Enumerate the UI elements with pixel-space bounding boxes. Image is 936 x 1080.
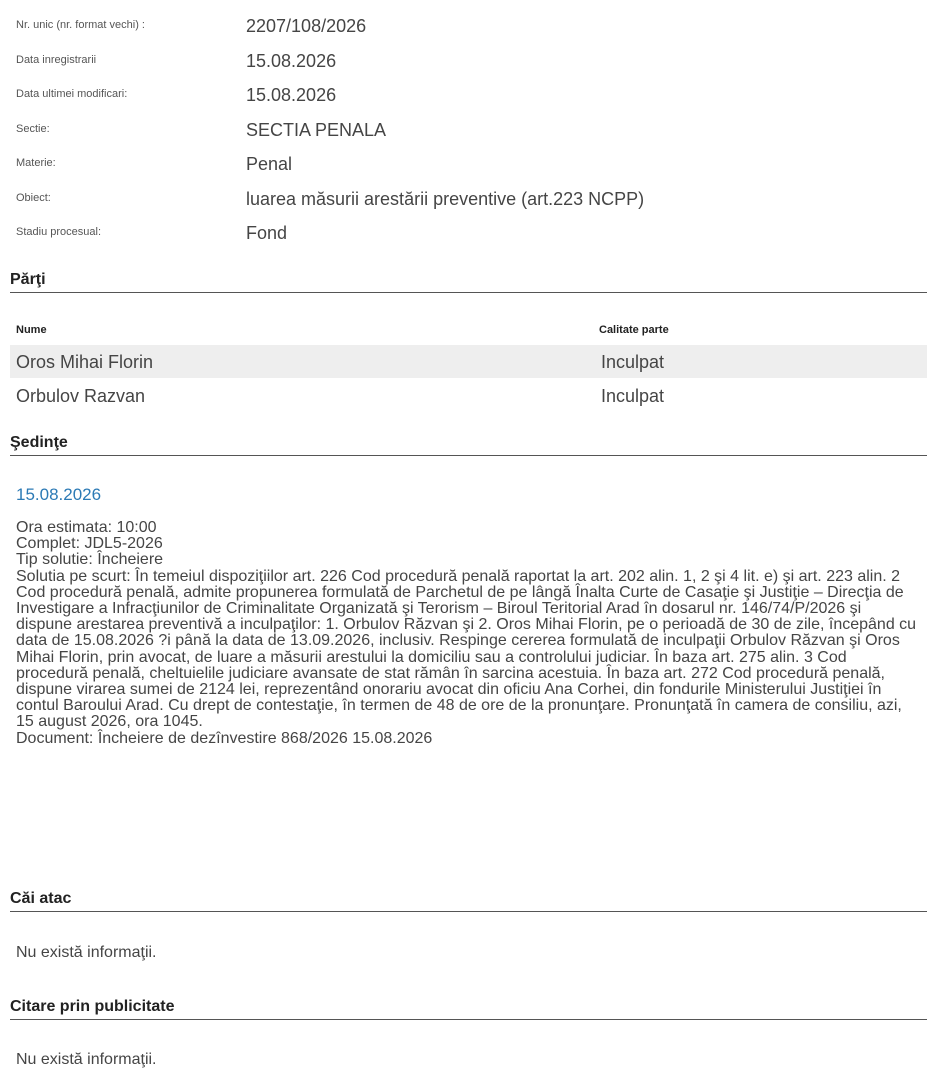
- section-title-parti: Părţi: [10, 271, 927, 293]
- solutie-pe-scurt: Solutia pe scurt: În temeiul dispoziţiilor art. 226 Cod procedură penală raportat la art. 202 alin. 1, 2 şi 4 lit. e) şi art. 223 alin. 2 Cod procedură penală, admite propunerea formulată de Parchetul de pe lângă Înalta Curte de Casaţie şi Justiţie – Direcţia de Investigare a Infracţiunilor de Criminalitate Organizată şi Terorism – Biroul Teritorial Arad în dosarul nr. 146/74/P/2026 şi dispune arestarea preventivă a inculpaţilor: 1. Orbulov Răzvan şi 2. Oros Mihai Florin, pe o perioadă de 30 de zile, începând cu data de 15.08.2026 ?i până la data de 13.09.2026, inclusiv. Respinge cererea formulată de inculpaţii Orbulov Răzvan şi Oros Mihai Florin, prin avocat, de luare a măsurii arestului la domiciliu sau a controlului judiciar. În baza art. 275 alin. 3 Cod procedură penală, cheltuielile judiciare avansate de stat rămân în sarcina acestuia. În baza art. 272 Cod procedură penală, dispune virarea sumei de 2124 lei, reprezentând onorariu avocat din oficiu Ana Corhei, din fondurile Ministerului Justiţiei în contul Baroului Arad. Cu drept de contestaţie, în termen de 48 de ore de la pronunţare. Pronunţată în camera de consiliu, azi, 15 august 2026, ora 1045.: [16, 567, 917, 731]
- info-value: luarea măsurii arestării preventive (art.223 NCPP): [246, 188, 645, 209]
- info-value: Fond: [246, 223, 288, 243]
- info-label: Data inregistrarii: [16, 53, 97, 66]
- sedinta-details: [16, 520, 921, 747]
- party-role: Inculpat: [601, 352, 665, 372]
- cai-atac-no-info: Nu există informaţii.: [16, 944, 157, 961]
- section-title-cai-atac: Căi atac: [10, 890, 927, 912]
- table-row: [10, 345, 927, 378]
- sedinta-date-link[interactable]: 15.08.2026: [16, 485, 102, 504]
- document-info: Document: Încheiere de dezînvestire 868/2026 15.08.2026: [16, 729, 433, 747]
- info-row-stadiu-procesual: [16, 223, 916, 258]
- case-info-table: [16, 16, 916, 258]
- info-label: Nr. unic (nr. format vechi) :: [16, 19, 145, 31]
- info-row-materie: [16, 154, 916, 189]
- info-row-nr-unic: [16, 16, 916, 51]
- party-role: Inculpat: [601, 386, 665, 406]
- info-value: 2207/108/2026: [246, 16, 367, 36]
- info-label: Data ultimei modificari:: [16, 88, 128, 100]
- section-title-citare: Citare prin publicitate: [10, 998, 927, 1020]
- info-row-obiect: [16, 189, 916, 224]
- citare-no-info: Nu există informaţii.: [16, 1051, 157, 1068]
- info-row-sectie: [16, 120, 916, 155]
- info-label: Stadiu procesual:: [16, 226, 101, 238]
- info-row-data-ultimei-modificari: [16, 85, 916, 120]
- info-value: SECTIA PENALA: [246, 119, 387, 140]
- tip-solutie: Tip solutie: Încheiere: [16, 551, 164, 569]
- parti-table-header: [16, 324, 916, 336]
- column-header-nume: Nume: [16, 324, 47, 336]
- info-value: 15.08.2026: [246, 85, 337, 105]
- info-label: Sectie:: [16, 122, 50, 135]
- info-value: 15.08.2026: [246, 50, 337, 71]
- info-label: Obiect:: [16, 191, 51, 204]
- info-value: Penal: [246, 154, 293, 174]
- column-header-calitate-parte: Calitate parte: [599, 324, 669, 336]
- info-label: Materie:: [16, 157, 56, 169]
- complet: Complet: JDL5-2026: [16, 535, 163, 553]
- party-name: Oros Mihai Florin: [16, 352, 154, 372]
- info-row-data-inregistrarii: [16, 51, 916, 86]
- section-title-sedinte: Şedinţe: [10, 434, 927, 456]
- party-name: Orbulov Razvan: [16, 386, 146, 406]
- table-row: [10, 379, 927, 412]
- ora-estimata: Ora estimata: 10:00: [16, 519, 157, 536]
